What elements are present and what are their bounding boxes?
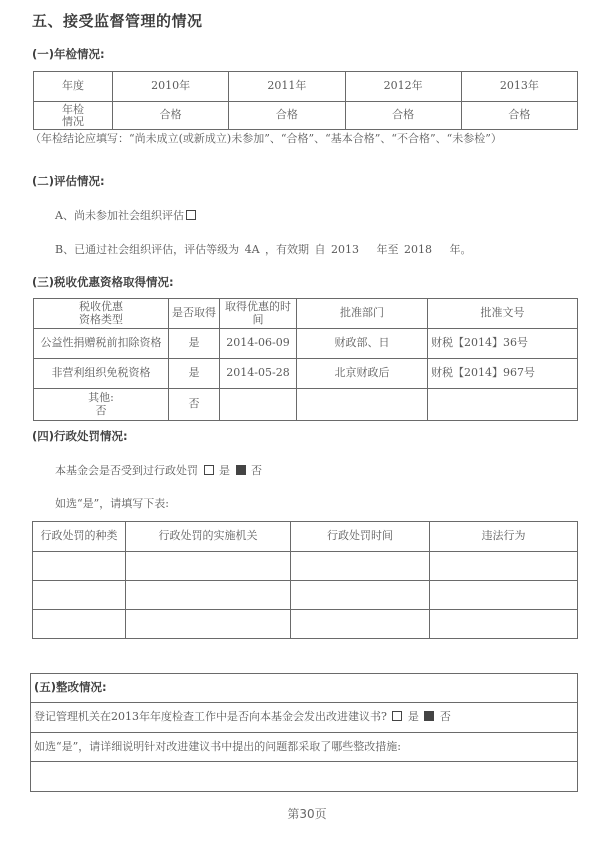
- penalty-question: 本基金会是否受到过行政处罚: [55, 464, 198, 477]
- rectification-heading: (五)整改情况:: [34, 680, 107, 695]
- penalty-question-row: [55, 462, 262, 478]
- tax-cell: 否: [169, 389, 220, 421]
- table-row: [34, 72, 578, 102]
- penalty-header: 行政处罚的种类: [33, 522, 126, 552]
- table-row: [31, 674, 578, 703]
- table-row: [34, 389, 578, 421]
- rectification-heading-cell: [31, 674, 578, 703]
- tax-cell: 2014-06-09: [220, 329, 297, 359]
- rectification-question-cell: [31, 703, 578, 733]
- valid-from-year: 2013: [331, 243, 360, 256]
- table-row: [33, 522, 578, 552]
- table-row: [31, 703, 578, 733]
- annual-inspection-heading: (一)年检情况:: [32, 47, 105, 61]
- tax-heading: (三)税收优惠资格取得情况:: [32, 275, 174, 289]
- penalty-cell[interactable]: [430, 581, 578, 610]
- tax-header: 批准文号: [428, 299, 578, 329]
- penalty-no-checkbox[interactable]: [236, 465, 246, 475]
- penalty-table: [32, 521, 578, 639]
- evaluation-grade: 4A: [244, 243, 260, 256]
- rectification-yes-label: 是: [407, 710, 419, 724]
- year-cell: 2010年: [113, 72, 229, 102]
- tax-table: [33, 298, 578, 421]
- tax-cell: 财税【2014】967号: [428, 359, 578, 389]
- table-row: [34, 359, 578, 389]
- penalty-cell[interactable]: [430, 610, 578, 639]
- evaluation-option-b: [55, 241, 472, 257]
- tax-header: 批准部门: [297, 299, 428, 329]
- annual-inspection-note: （年检结论应填写：“尚未成立(或新成立)未参加”、“合格”、“基本合格”、“不合格”、“未参检”）: [30, 132, 502, 145]
- penalty-yes-label: 是: [219, 464, 230, 477]
- tax-header: 税收优惠 资格类型: [34, 299, 169, 329]
- rectification-no-checkbox[interactable]: [424, 711, 434, 721]
- rectification-table: [30, 673, 578, 792]
- penalty-cell[interactable]: [33, 610, 126, 639]
- valid-to-year: 2018: [404, 243, 433, 256]
- table-row: [33, 581, 578, 610]
- rectification-answer-field[interactable]: [31, 762, 578, 792]
- table-row: [33, 610, 578, 639]
- tax-cell: 是: [169, 329, 220, 359]
- table-row: [34, 329, 578, 359]
- penalty-cell[interactable]: [126, 581, 291, 610]
- rectification-no-label: 否: [439, 710, 451, 724]
- tax-cell: 非营利组织免税资格: [34, 359, 169, 389]
- tax-cell: 2014-05-28: [220, 359, 297, 389]
- penalty-header: 行政处罚的实施机关: [126, 522, 291, 552]
- table-row: [34, 102, 578, 130]
- penalty-no-label: 否: [251, 464, 262, 477]
- penalty-cell[interactable]: [33, 581, 126, 610]
- section-title: 五、接受监督管理的情况: [32, 12, 203, 30]
- rectification-instruction: 如选“是”，请详细说明针对改进建议书中提出的问题都采取了哪些整改措施:: [31, 733, 578, 762]
- penalty-cell[interactable]: [126, 610, 291, 639]
- result-cell: 合格: [113, 102, 229, 130]
- tax-cell: [297, 389, 428, 421]
- table-row: [34, 299, 578, 329]
- table-row: [31, 733, 578, 762]
- rectification-yes-checkbox[interactable]: [392, 711, 402, 721]
- penalty-cell[interactable]: [291, 610, 430, 639]
- tax-cell: [220, 389, 297, 421]
- penalty-cell[interactable]: [33, 552, 126, 581]
- year-label: 年度: [34, 72, 113, 102]
- year-cell: 2011年: [229, 72, 345, 102]
- tax-header: 取得优惠的时 间: [220, 299, 297, 329]
- penalty-yes-checkbox[interactable]: [204, 465, 214, 475]
- penalty-instruction: 如选“是”，请填写下表:: [55, 497, 169, 510]
- penalty-heading: (四)行政处罚情况:: [32, 429, 128, 443]
- tax-cell: [428, 389, 578, 421]
- penalty-cell[interactable]: [126, 552, 291, 581]
- tax-cell: 公益性捐赠税前扣除资格: [34, 329, 169, 359]
- year-suffix: 年。: [449, 243, 472, 256]
- result-label: 年检 情况: [34, 102, 113, 130]
- result-cell: 合格: [345, 102, 461, 130]
- table-row: [31, 762, 578, 792]
- to-label: 年至: [376, 243, 399, 256]
- checkbox-not-evaluated[interactable]: [186, 210, 196, 220]
- penalty-cell[interactable]: [291, 552, 430, 581]
- tax-cell: 北京财政后: [297, 359, 428, 389]
- rectification-question: 登记管理机关在2013年年度检查工作中是否向本基金会发出改进建议书?: [34, 710, 387, 724]
- tax-header: 是否取得: [169, 299, 220, 329]
- option-b-prefix: B、已通过社会组织评估，评估等级为: [55, 243, 240, 256]
- year-cell: 2013年: [461, 72, 577, 102]
- option-a-label: A、尚未参加社会组织评估: [55, 209, 184, 222]
- tax-cell: 是: [169, 359, 220, 389]
- penalty-cell[interactable]: [291, 581, 430, 610]
- result-cell: 合格: [461, 102, 577, 130]
- tax-cell: 财税【2014】36号: [428, 329, 578, 359]
- year-cell: 2012年: [345, 72, 461, 102]
- table-row: [33, 552, 578, 581]
- result-cell: 合格: [229, 102, 345, 130]
- penalty-header: 违法行为: [430, 522, 578, 552]
- option-b-mid: ，有效期 自: [265, 243, 326, 256]
- penalty-header: 行政处罚时间: [291, 522, 430, 552]
- page-number: 第30页: [287, 807, 327, 821]
- tax-cell: 财政部、日: [297, 329, 428, 359]
- tax-cell: 其他: 否: [34, 389, 169, 421]
- evaluation-option-a: [55, 207, 198, 223]
- annual-inspection-table: [33, 71, 578, 130]
- penalty-cell[interactable]: [430, 552, 578, 581]
- evaluation-heading: (二)评估情况:: [32, 174, 105, 188]
